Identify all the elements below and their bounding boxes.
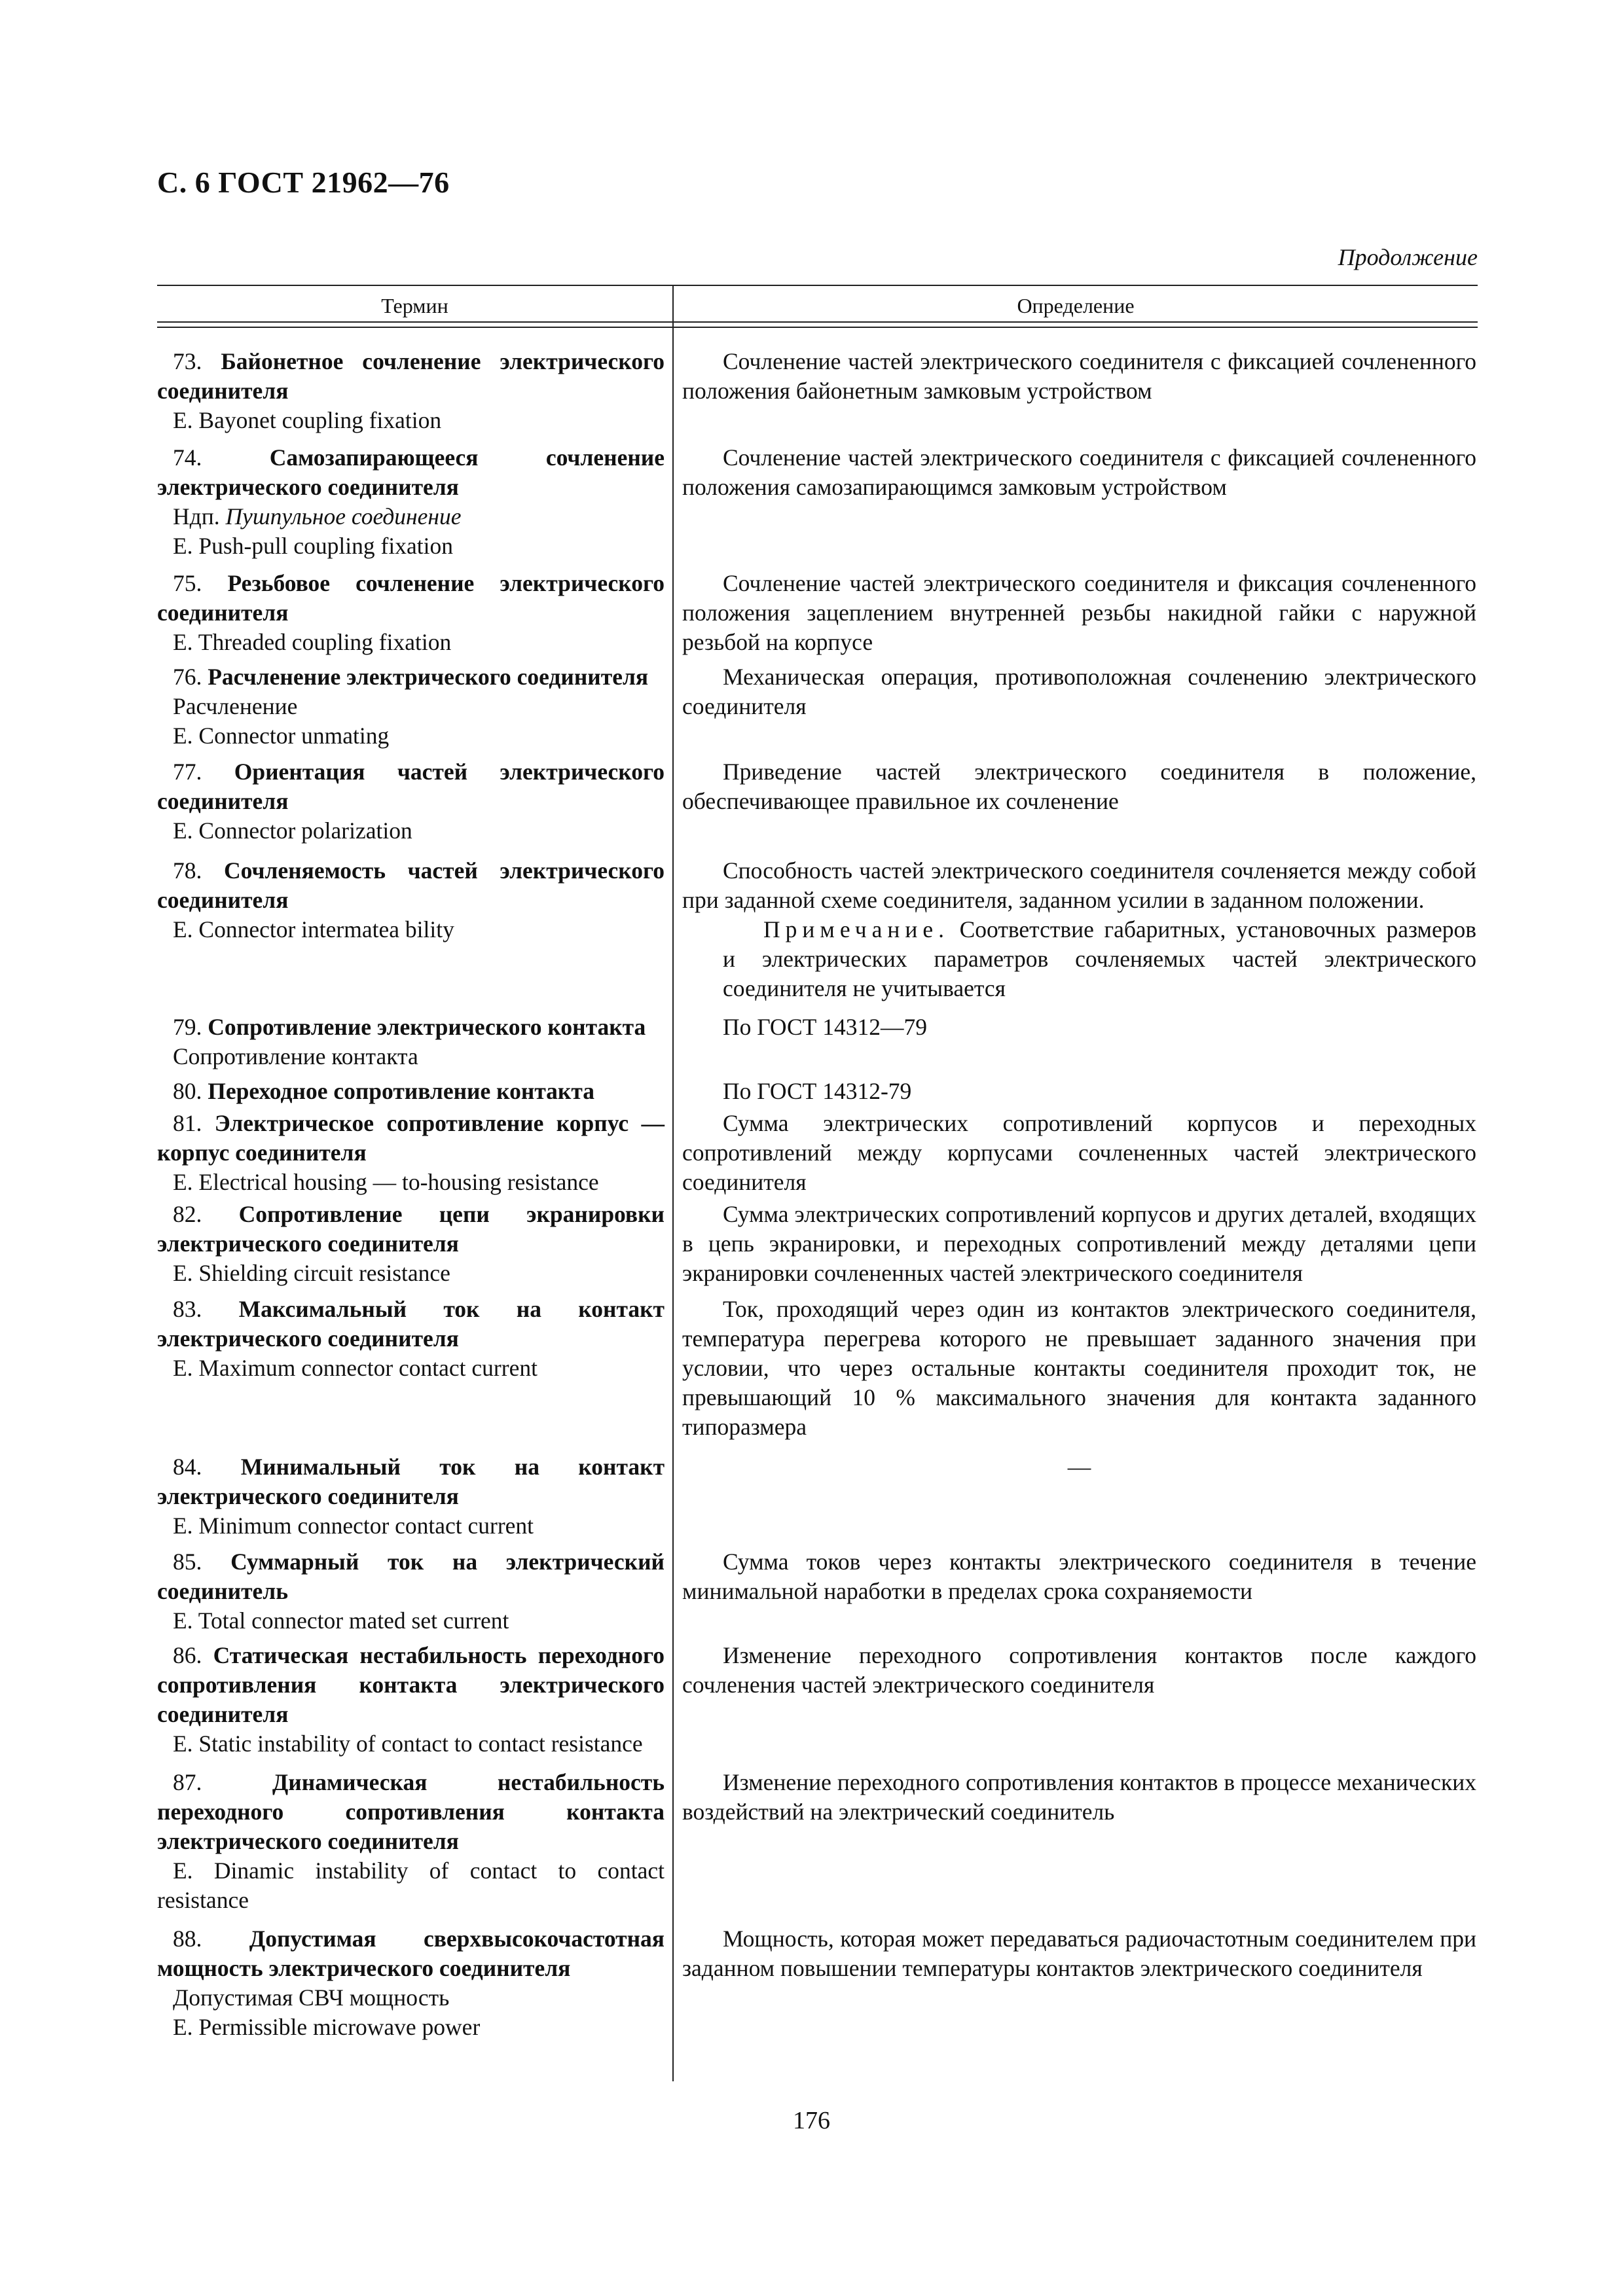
definition-cell [672, 1641, 1476, 1759]
term-cell [157, 1641, 672, 1759]
table-row [157, 1109, 1478, 1197]
term-number: 85. [173, 1549, 202, 1575]
table-row [157, 1924, 1478, 2042]
table-row [157, 757, 1478, 846]
term-name: Суммарный ток на электрический соединитель [157, 1549, 665, 1604]
term-name: Сочленяемость частей электрического соединителя [157, 857, 665, 913]
page-header: С. 6 ГОСТ 21962—76 [157, 166, 450, 199]
term-cell [157, 347, 672, 435]
table-head-rule [157, 321, 1478, 323]
english-equivalent: E. Shielding circuit resistance [173, 1260, 450, 1286]
english-equivalent: E. Push-pull coupling fixation [173, 533, 453, 559]
column-header-term: Термин [381, 294, 448, 317]
table-body [157, 347, 1478, 2042]
note-label: Примечание. [763, 916, 949, 942]
definition-cell [672, 443, 1476, 561]
definition-text: Способность частей электрического соединителя сочленяется между собой при заданной схеме соединителя, заданном усилии в заданном положении. [682, 857, 1476, 913]
term-cell [157, 1077, 672, 1106]
term-cell [157, 569, 672, 657]
definition-text: По ГОСТ 14312—79 [723, 1014, 927, 1040]
term-title [157, 1077, 665, 1106]
term-number: 83. [173, 1296, 202, 1322]
short-term: Расчленение [173, 693, 298, 719]
term-name: Сопротивление электрического контакта [208, 1014, 646, 1040]
table-row [157, 1077, 1478, 1106]
table-top-rule [157, 285, 1478, 286]
english-equivalent: E. Connector intermatea bility [173, 916, 454, 942]
definition-text: Сумма электрических сопротивлений корпусов и переходных сопротивлений между корпусами сочлененных частей электрического соединителя [682, 1110, 1476, 1195]
table-row [157, 1641, 1478, 1759]
definition-cell [672, 1200, 1476, 1288]
term-number: 88. [173, 1926, 202, 1952]
term-title [157, 1109, 665, 1168]
definition-text: Сочленение частей электрического соединителя с фиксацией сочлененного положения байонетным замковым устройством [682, 348, 1476, 404]
english-equivalent: E. Maximum connector contact current [173, 1355, 538, 1381]
definition-cell [672, 1109, 1476, 1197]
table-row [157, 1013, 1478, 1071]
term-number: 84. [173, 1454, 202, 1480]
term-cell [157, 1109, 672, 1197]
term-title [157, 1641, 665, 1729]
term-title [157, 443, 665, 502]
short-term: Допустимая СВЧ мощность [173, 1984, 450, 2011]
table-row [157, 1295, 1478, 1442]
definition-text: Сумма токов через контакты электрического соединителя в течение минимальной наработки в пределах срока сохраняемости [682, 1549, 1476, 1604]
term-cell [157, 1768, 672, 1915]
table-row [157, 347, 1478, 435]
term-cell [157, 443, 672, 561]
english-equivalent: E. Minimum connector contact current [173, 1513, 534, 1539]
table-head-rule-double [157, 327, 1478, 328]
term-number: 74. [173, 444, 202, 471]
definition-text: Мощность, которая может передаваться радиочастотным соединителем при заданном повышении температуры контактов электрического соединителя [682, 1926, 1476, 1981]
english-equivalent: E. Electrical housing — to-housing resistance [173, 1169, 599, 1195]
continuation-label: Продолжение [1338, 244, 1478, 270]
definition-text: Изменение переходного сопротивления контактов после каждого сочленения частей электрического соединителя [682, 1642, 1476, 1698]
terms-table [157, 285, 1478, 2081]
term-title [157, 347, 665, 406]
deprecated-label: Ндп. [173, 503, 220, 529]
term-name: Минимальный ток на контакт электрического соединителя [157, 1454, 665, 1509]
table-row [157, 856, 1478, 1003]
definition-cell [672, 757, 1476, 846]
definition-text: Сочленение частей электрического соединителя и фиксация сочлененного положения зацеплением внутренней резьбы накидной гайки с наружной резьбой на корпусе [682, 570, 1476, 655]
column-header-definition: Определение [1017, 294, 1135, 317]
definition-cell [672, 856, 1476, 1003]
table-row [157, 1768, 1478, 1915]
definition-text: Ток, проходящий через один из контактов электрического соединителя, температура перегрева которого не превышает заданного значения при условии, что через остальные контакты соединителя проходит ток, не превышающий 10 % максимального значения для контакта заданного типоразмера [682, 1296, 1476, 1440]
deprecated-term [157, 502, 665, 531]
definition-text: Сочленение частей электрического соединителя с фиксацией сочлененного положения самозапирающимся замковым устройством [682, 444, 1476, 500]
term-cell [157, 1200, 672, 1288]
term-title [157, 1768, 665, 1856]
definition-text: По ГОСТ 14312-79 [723, 1078, 912, 1104]
table-row [157, 443, 1478, 561]
deprecated-term-text: Пушпульное соединение [225, 503, 462, 529]
definition-cell [672, 347, 1476, 435]
english-equivalent: E. Threaded coupling fixation [173, 629, 452, 655]
short-term: Сопротивление контакта [173, 1043, 418, 1069]
definition-cell [672, 1547, 1476, 1636]
term-name: Байонетное сочленение электрического соединителя [157, 348, 665, 404]
term-title [157, 569, 665, 628]
term-cell [157, 757, 672, 846]
term-number: 73. [173, 348, 202, 374]
definition-cell [672, 1768, 1476, 1915]
term-cell [157, 1547, 672, 1636]
term-name: Переходное сопротивление контакта [208, 1078, 595, 1104]
english-equivalent: E. Dinamic instability of contact to contact resistance [157, 1857, 665, 1913]
term-cell [157, 856, 672, 1003]
term-name: Расчленение электрического соединителя [208, 664, 649, 690]
term-title [157, 1200, 665, 1259]
table-row [157, 662, 1478, 751]
term-cell [157, 662, 672, 751]
term-number: 81. [173, 1110, 202, 1136]
table-row [157, 1200, 1478, 1288]
term-name: Динамическая нестабильность переходного сопротивления контакта электрического соединителя [157, 1769, 665, 1854]
term-number: 78. [173, 857, 202, 884]
definition-text: Сумма электрических сопротивлений корпусов и других деталей, входящих в цепь экранировки, и переходных сопротивлений между деталями цепи экранировки сочлененных частей электрического соединителя [682, 1201, 1476, 1286]
table-row [157, 569, 1478, 657]
term-name: Допустимая сверхвысокочастотная мощность электрического соединителя [157, 1926, 665, 1981]
term-number: 77. [173, 759, 202, 785]
term-number: 75. [173, 570, 202, 596]
term-number: 87. [173, 1769, 202, 1795]
term-number: 86. [173, 1642, 202, 1668]
term-name: Резьбовое сочленение электрического соединителя [157, 570, 665, 626]
english-equivalent: E. Bayonet coupling fixation [173, 407, 442, 433]
term-name: Сопротивление цепи экранировки электрического соединителя [157, 1201, 665, 1257]
definition-cell [672, 1013, 1476, 1071]
term-name: Ориентация частей электрического соединителя [157, 759, 665, 814]
term-cell [157, 1013, 672, 1071]
definition-cell [672, 1077, 1476, 1106]
term-cell [157, 1452, 672, 1541]
english-equivalent: E. Total connector mated set current [173, 1607, 509, 1634]
definition-text: Механическая операция, противоположная сочленению электрического соединителя [682, 664, 1476, 719]
term-name: Статическая нестабильность переходного сопротивления контакта электрического соединителя [157, 1642, 665, 1727]
definition-cell [672, 1295, 1476, 1442]
term-cell [157, 1924, 672, 2042]
term-title [157, 1547, 665, 1606]
definition-text: Изменение переходного сопротивления контактов в процессе механических воздействий на электрический соединитель [682, 1769, 1476, 1825]
term-title [157, 856, 665, 915]
english-equivalent: E. Static instability of contact to contact resistance [173, 1731, 643, 1757]
note-text: Соответствие габаритных, установочных размеров и электрических параметров сочленяемых частей электрического соединителя не учитывается [723, 916, 1476, 1001]
term-number: 82. [173, 1201, 202, 1227]
term-number: 79. [173, 1014, 202, 1040]
definition-note [682, 915, 1476, 1003]
page-number: 176 [793, 2107, 830, 2134]
definition-cell [672, 1452, 1476, 1541]
term-name: Электрическое сопротивление корпус — корпус соединителя [157, 1110, 665, 1166]
term-title [157, 662, 665, 692]
definition-text: Приведение частей электрического соединителя в положение, обеспечивающее правильное их сочленение [682, 759, 1476, 814]
term-title [157, 1452, 665, 1511]
term-title [157, 757, 665, 816]
table-row [157, 1452, 1478, 1541]
definition-cell [672, 1924, 1476, 2042]
term-title [157, 1295, 665, 1354]
definition-cell [672, 569, 1476, 657]
definition-cell [672, 662, 1476, 751]
term-title [157, 1924, 665, 1983]
term-number: 76. [173, 664, 202, 690]
english-equivalent: E. Connector polarization [173, 817, 412, 844]
term-name: Максимальный ток на контакт электрического соединителя [157, 1296, 665, 1352]
table-row [157, 1547, 1478, 1636]
definition-text: — [1067, 1454, 1091, 1480]
english-equivalent: E. Permissible microwave power [173, 2014, 481, 2040]
term-cell [157, 1295, 672, 1442]
term-number: 80. [173, 1078, 202, 1104]
term-name: Самозапирающееся сочленение электрического соединителя [157, 444, 665, 500]
english-equivalent: E. Connector unmating [173, 723, 390, 749]
term-title [157, 1013, 665, 1042]
